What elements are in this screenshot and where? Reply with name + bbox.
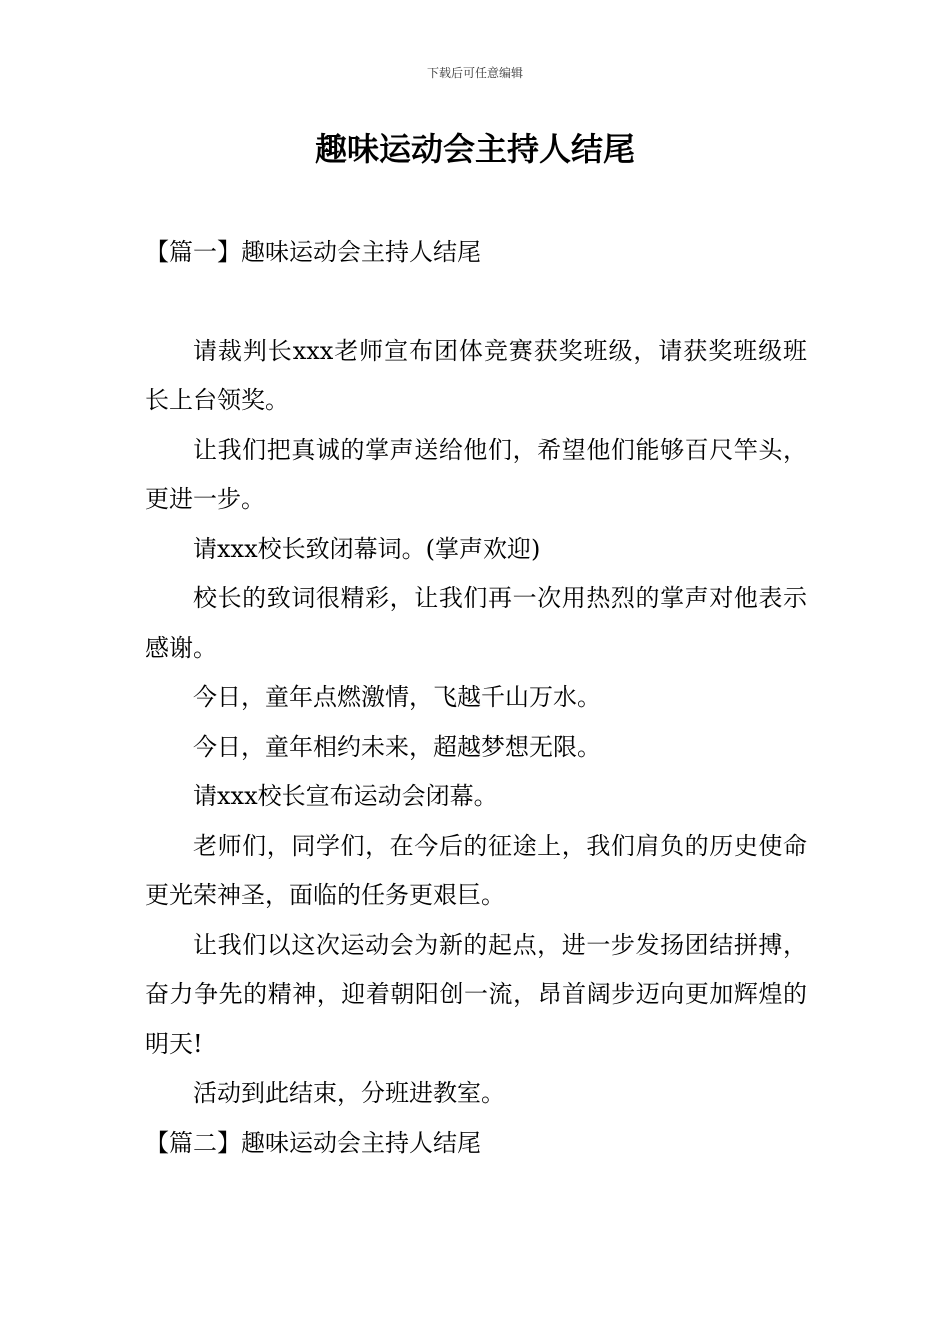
document-body <box>145 228 807 1168</box>
paragraph-9: 让我们以这次运动会为新的起点，进一步发扬团结拼搏，奋力争先的精神，迎着朝阳创一流，昂首阔步迈向更加辉煌的明天! <box>145 930 807 1058</box>
paragraph-1: 请裁判长xxx老师宣布团体竞赛获奖班级，请获奖班级班长上台领奖。 <box>145 336 807 414</box>
paragraph-3: 请xxx校长致闭幕词。(掌声欢迎) <box>193 534 541 563</box>
section-heading-1: 【篇一】趣味运动会主持人结尾 <box>145 238 481 266</box>
paragraph-7: 请xxx校长宣布运动会闭幕。 <box>193 782 498 810</box>
paragraph-5: 今日，童年点燃激情，飞越千山万水。 <box>193 683 601 711</box>
section-heading-2: 【篇二】趣味运动会主持人结尾 <box>145 1128 481 1157</box>
paragraph-10: 活动到此结束，分班进教室。 <box>193 1079 505 1107</box>
paragraph-8: 老师们，同学们，在今后的征途上，我们肩负的历史使命更光荣神圣，面临的任务更艰巨。 <box>145 831 807 909</box>
paragraph-6: 今日，童年相约未来，超越梦想无限。 <box>193 732 601 761</box>
header-note: 下载后可任意编辑 <box>426 66 523 80</box>
paragraph-2: 让我们把真诚的掌声送给他们，希望他们能够百尺竿头，更进一步。 <box>145 435 807 513</box>
paragraph-4: 校长的致词很精彩，让我们再一次用热烈的掌声对他表示感谢。 <box>145 584 807 662</box>
document-title: 趣味运动会主持人结尾 <box>314 130 635 168</box>
